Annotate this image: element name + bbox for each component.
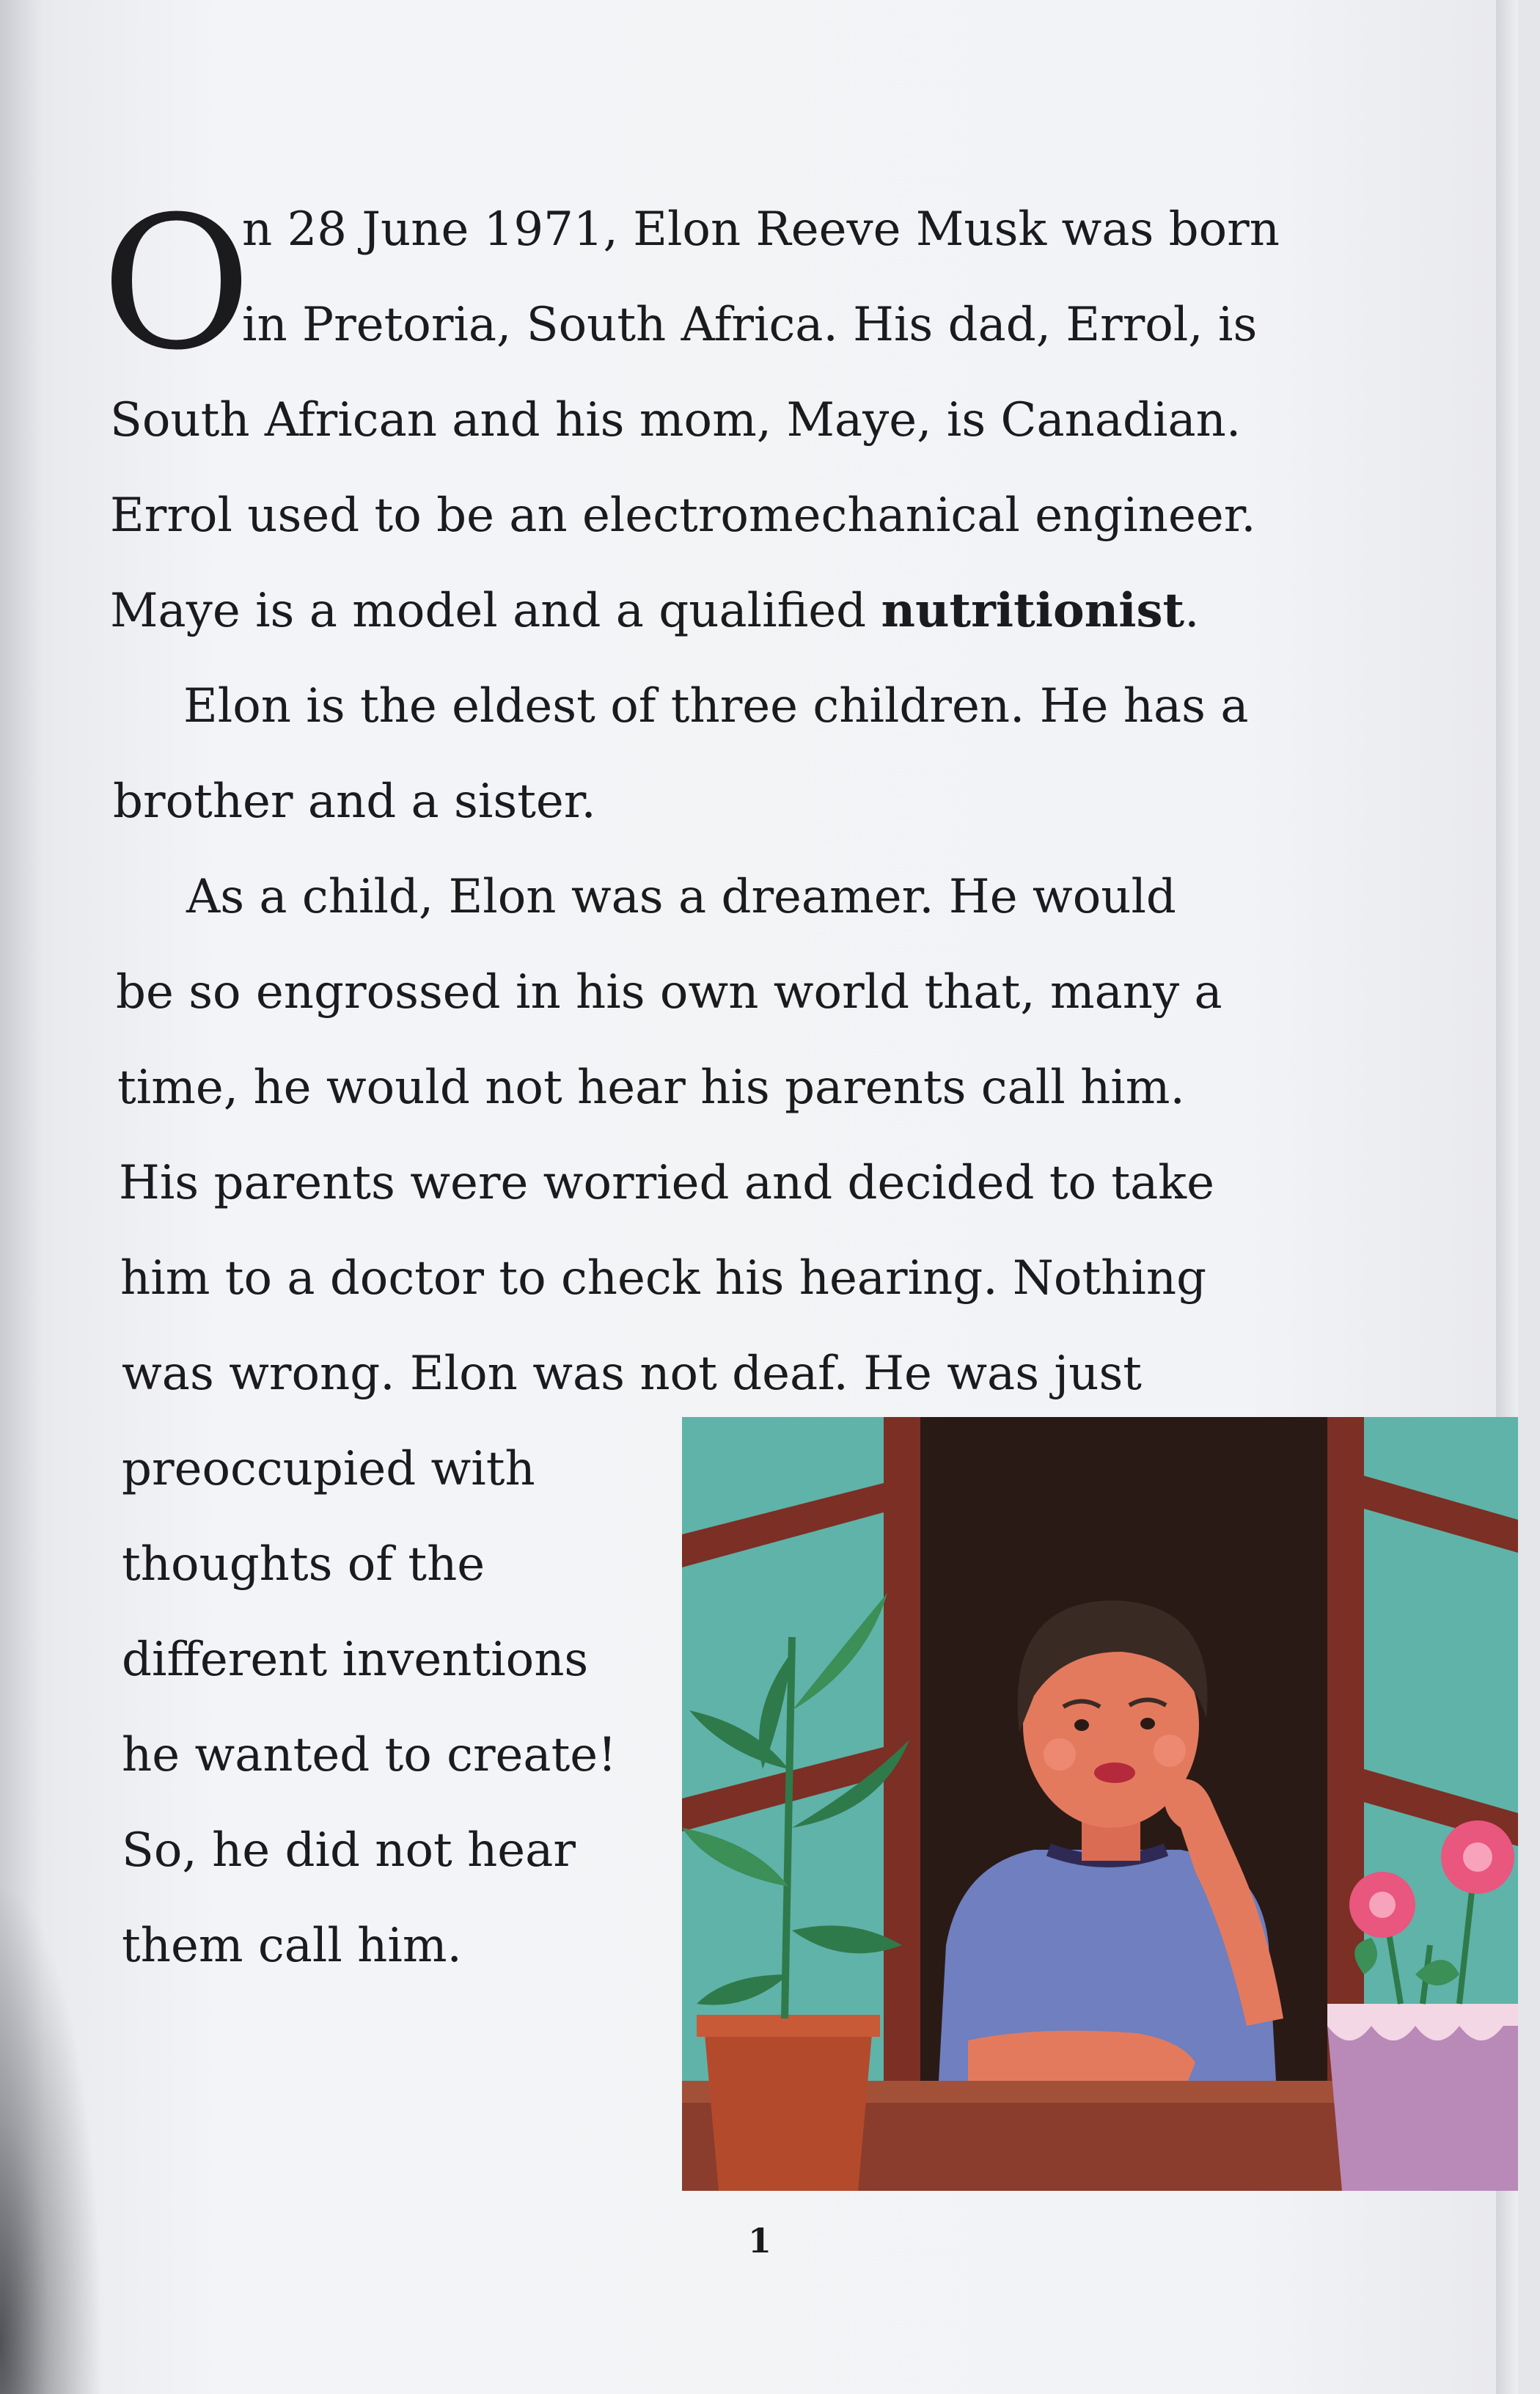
text-line: As a child, Elon was a dreamer. He would <box>186 870 1176 924</box>
text-line: brother and a sister. <box>113 775 596 829</box>
page-number: 1 <box>748 2221 772 2261</box>
finger-shadow <box>0 1881 103 2394</box>
text-line: them call him. <box>122 1919 462 1973</box>
text-line: be so engrossed in his own world that, many a <box>116 965 1222 1020</box>
window-frame-right <box>1327 1417 1364 2106</box>
text-line: he wanted to create! <box>122 1728 617 1782</box>
text-line: time, he would not hear his parents call him. <box>117 1061 1185 1115</box>
text-line: Errol used to be an electromechanical engineer. <box>110 488 1256 543</box>
text-line: was wrong. Elon was not deaf. He was just <box>122 1347 1142 1401</box>
text-run: Maye is a model and a qualified <box>110 584 881 638</box>
glossary-term: nutritionist <box>881 583 1185 638</box>
text-line: different inventions <box>122 1633 589 1687</box>
flower-pot-body <box>1327 2026 1518 2191</box>
text-line: His parents were worried and decided to take <box>119 1156 1214 1210</box>
text-line: him to a doctor to check his hearing. Nothing <box>120 1251 1207 1306</box>
text-line: in Pretoria, South Africa. His dad, Errol, is <box>242 298 1258 352</box>
boy-at-window-illustration <box>682 1417 1518 2191</box>
text-line: So, he did not hear <box>122 1823 576 1878</box>
drop-cap: O <box>101 177 252 390</box>
text-line: n 28 June 1971, Elon Reeve Musk was born <box>242 202 1280 257</box>
text-line <box>110 563 1199 659</box>
text-line: thoughts of the <box>122 1537 485 1592</box>
text-line: South African and his mom, Maye, is Canadian. <box>110 393 1242 447</box>
plant-pot <box>704 2026 873 2191</box>
text-run: . <box>1184 584 1200 638</box>
text-line: Elon is the eldest of three children. He has a <box>183 679 1249 733</box>
text-line: preoccupied with <box>122 1442 535 1496</box>
